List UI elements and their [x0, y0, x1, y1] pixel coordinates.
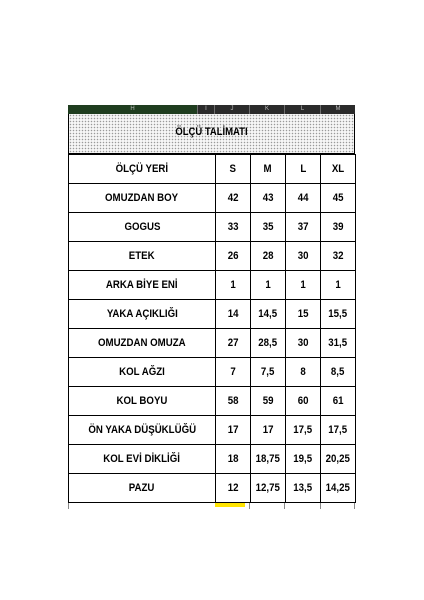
table-body: [69, 184, 356, 503]
measurement-value: 39: [321, 213, 356, 242]
measurement-value: 14: [216, 300, 251, 329]
header-size-xl: XL: [321, 155, 356, 184]
measurement-label: GOGUS: [69, 213, 216, 242]
header-size-s: S: [216, 155, 251, 184]
size-chart-sheet: [68, 105, 355, 509]
column-letter-h: H: [68, 105, 197, 114]
measurement-value: 18,75: [251, 445, 286, 474]
measurement-value: 58: [216, 387, 251, 416]
measurement-label: OMUZDAN OMUZA: [69, 329, 216, 358]
measurement-label: KOL AĞZI: [69, 358, 216, 387]
table-row: [69, 387, 356, 416]
measurement-value: 1: [286, 271, 321, 300]
table-row: [69, 184, 356, 213]
measurement-value: 30: [286, 329, 321, 358]
measurement-value: 7: [216, 358, 251, 387]
measurement-value: 17,5: [286, 416, 321, 445]
chart-title-cell: [68, 114, 355, 154]
size-table: [68, 154, 356, 503]
table-row: [69, 358, 356, 387]
measurement-value: 14,5: [251, 300, 286, 329]
measurement-value: 28: [251, 242, 286, 271]
measurement-value: 14,25: [321, 474, 356, 503]
column-letter-j: J: [230, 106, 234, 112]
measurement-value: 31,5: [321, 329, 356, 358]
table-row: [69, 242, 356, 271]
measurement-value: 59: [251, 387, 286, 416]
header-label-cell: ÖLÇÜ YERİ: [69, 155, 216, 184]
table-header-row: [69, 155, 356, 184]
table-row: [69, 416, 356, 445]
measurement-value: 18: [216, 445, 251, 474]
measurement-value: 19,5: [286, 445, 321, 474]
column-letter-m: M: [335, 106, 341, 112]
measurement-value: 45: [321, 184, 356, 213]
measurement-label: YAKA AÇIKLIĞI: [69, 300, 216, 329]
measurement-label: ARKA BİYE ENİ: [69, 271, 216, 300]
measurement-value: 27: [216, 329, 251, 358]
measurement-value: 60: [286, 387, 321, 416]
measurement-value: 35: [251, 213, 286, 242]
measurement-value: 1: [216, 271, 251, 300]
column-letter-l: L: [300, 106, 305, 112]
measurement-value: 1: [321, 271, 356, 300]
measurement-value: 8: [286, 358, 321, 387]
measurement-value: 37: [286, 213, 321, 242]
measurement-label: OMUZDAN BOY: [69, 184, 216, 213]
measurement-value: 20,25: [321, 445, 356, 474]
measurement-value: 44: [286, 184, 321, 213]
table-row: [69, 300, 356, 329]
measurement-value: 13,5: [286, 474, 321, 503]
measurement-value: 12: [216, 474, 251, 503]
column-header-strip: [68, 105, 355, 114]
table-row: [69, 445, 356, 474]
measurement-value: 15,5: [321, 300, 356, 329]
table-row: [69, 329, 356, 358]
header-size-l: L: [286, 155, 321, 184]
measurement-value: 28,5: [251, 329, 286, 358]
measurement-label: PAZU: [69, 474, 216, 503]
measurement-value: 17: [216, 416, 251, 445]
measurement-value: 7,5: [251, 358, 286, 387]
column-letter-k: K: [264, 106, 269, 112]
table-row: [69, 474, 356, 503]
measurement-label: KOL BOYU: [69, 387, 216, 416]
table-row: [69, 213, 356, 242]
measurement-label: KOL EVİ DİKLİĞİ: [69, 445, 216, 474]
measurement-label: ETEK: [69, 242, 216, 271]
chart-title: ÖLÇÜ TALİMATI: [175, 126, 248, 138]
measurement-value: 32: [321, 242, 356, 271]
measurement-value: 1: [251, 271, 286, 300]
sheet-bottom-edge: [68, 503, 355, 509]
measurement-value: 26: [216, 242, 251, 271]
highlighted-cell: [215, 503, 245, 507]
header-size-m: M: [251, 155, 286, 184]
measurement-value: 8,5: [321, 358, 356, 387]
measurement-value: 30: [286, 242, 321, 271]
measurement-value: 61: [321, 387, 356, 416]
measurement-value: 17,5: [321, 416, 356, 445]
measurement-label: ÖN YAKA DÜŞÜKLÜĞÜ: [69, 416, 216, 445]
measurement-value: 42: [216, 184, 251, 213]
measurement-value: 12,75: [251, 474, 286, 503]
measurement-value: 43: [251, 184, 286, 213]
measurement-value: 17: [251, 416, 286, 445]
column-letter-i: I: [205, 106, 207, 112]
table-row: [69, 271, 356, 300]
measurement-value: 15: [286, 300, 321, 329]
measurement-value: 33: [216, 213, 251, 242]
